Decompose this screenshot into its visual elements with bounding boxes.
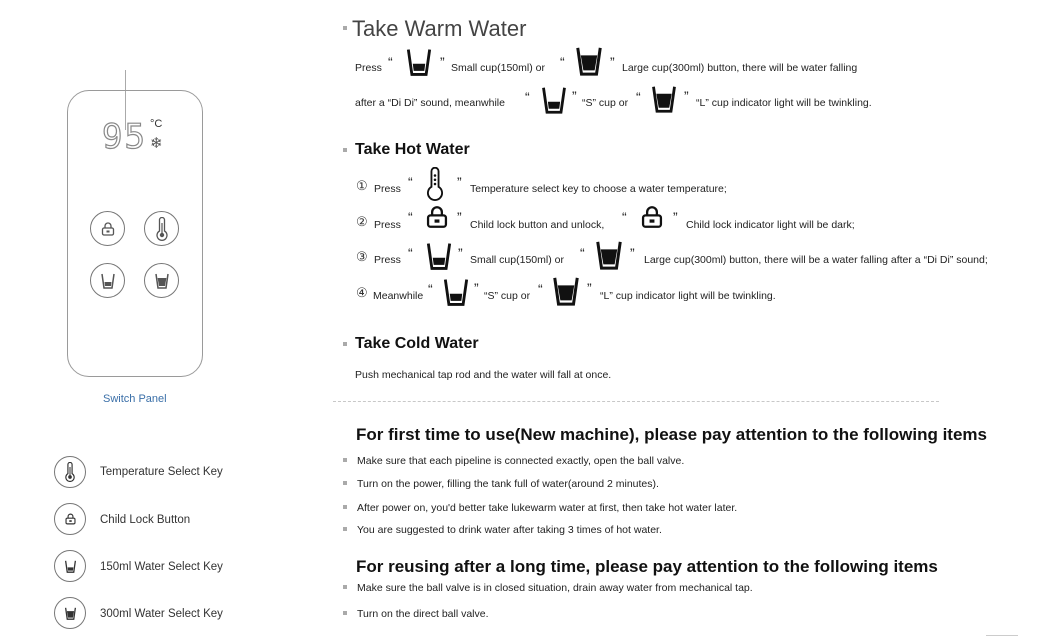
large-cup-button[interactable] <box>144 263 179 298</box>
lock-icon <box>639 205 665 229</box>
first-use-title: For first time to use(New machine), please pay attention to the following items <box>356 425 987 444</box>
warm-title: Take Warm Water <box>352 16 527 41</box>
legend-label: Temperature Select Key <box>100 466 223 478</box>
section-bullet <box>343 148 347 152</box>
large-cup-icon <box>551 274 581 308</box>
hot-text: Child lock button and unlock, <box>470 219 605 231</box>
close-quote: ” <box>684 88 689 104</box>
warm-text: “L” cup indicator light will be twinkling. <box>696 97 872 109</box>
list-bullet <box>343 585 347 589</box>
legend-small-cup-icon <box>54 550 86 582</box>
panel-caption: Switch Panel <box>103 393 167 405</box>
list-bullet <box>343 458 347 462</box>
hot-text: Large cup(300ml) button, there will be a water falling after a “Di Di” sound; <box>644 254 988 266</box>
hot-text: “S” cup or <box>484 290 531 302</box>
large-cup-icon <box>154 272 170 290</box>
lock-icon <box>424 205 450 229</box>
celsius-unit: °C <box>150 118 163 130</box>
close-quote: ” <box>440 54 445 70</box>
close-quote: ” <box>673 209 678 225</box>
cold-title: Take Cold Water <box>355 335 479 352</box>
small-cup-icon <box>64 559 77 574</box>
close-quote: ” <box>630 245 635 261</box>
temperature-select-key[interactable] <box>144 211 179 246</box>
close-quote: ” <box>457 209 462 225</box>
open-quote: “ <box>580 245 585 261</box>
close-quote: ” <box>610 54 615 70</box>
small-cup-icon <box>441 276 471 308</box>
small-cup-button[interactable] <box>90 263 125 298</box>
legend-large-cup-icon <box>54 597 86 629</box>
small-cup-icon <box>100 272 116 290</box>
thermometer-icon <box>425 167 445 201</box>
section-bullet <box>343 342 347 346</box>
list-bullet <box>343 527 347 531</box>
open-quote: “ <box>622 209 627 225</box>
large-cup-icon <box>574 44 604 78</box>
list-item: Turn on the power, filling the tank full of water(around 2 minutes). <box>357 478 659 490</box>
legend-label: 150ml Water Select Key <box>100 561 223 573</box>
small-cup-icon <box>424 240 454 272</box>
warm-text: after a “Di Di” sound, meanwhile <box>355 97 505 109</box>
hot-text: Temperature select key to choose a water temperature; <box>470 183 727 195</box>
page-corner-mark <box>986 635 1018 639</box>
open-quote: “ <box>560 54 565 70</box>
snowflake-icon: ❄ <box>150 135 163 152</box>
thermometer-icon <box>155 217 169 241</box>
close-quote: ” <box>474 280 479 296</box>
hot-text: Child lock indicator light will be dark; <box>686 219 855 231</box>
hot-title: Take Hot Water <box>355 141 470 158</box>
legend-lock-icon <box>54 503 86 535</box>
open-quote: “ <box>388 54 393 70</box>
thermometer-icon <box>64 462 76 482</box>
open-quote: “ <box>408 174 413 190</box>
step-number-4: ④ <box>356 285 368 300</box>
child-lock-button[interactable] <box>90 211 125 246</box>
hot-text: “L” cup indicator light will be twinkling. <box>600 290 776 302</box>
open-quote: “ <box>538 281 543 297</box>
temperature-display: 95 <box>102 117 147 157</box>
hot-text: Small cup(150ml) or <box>470 254 564 266</box>
warm-text: Small cup(150ml) or <box>451 62 545 74</box>
list-item: You are suggested to drink water after taking 3 times of hot water. <box>357 524 662 536</box>
hot-text: Press <box>374 219 401 231</box>
close-quote: ” <box>458 245 463 261</box>
hot-text: Meanwhile <box>373 290 424 302</box>
step-number-2: ② <box>356 214 368 229</box>
lock-icon <box>100 222 116 236</box>
small-cup-icon <box>540 84 568 116</box>
step-number-1: ① <box>356 178 368 193</box>
legend-label: 300ml Water Select Key <box>100 608 223 620</box>
close-quote: ” <box>572 88 577 104</box>
section-divider <box>333 401 939 402</box>
list-item: Turn on the direct ball valve. <box>357 608 489 620</box>
step-number-3: ③ <box>356 249 368 264</box>
list-item: Make sure the ball valve is in closed situation, drain away water from mechanical tap. <box>357 582 753 594</box>
list-bullet <box>343 481 347 485</box>
large-cup-icon <box>594 238 624 272</box>
hot-text: Press <box>374 254 401 266</box>
warm-text: Press <box>355 62 382 74</box>
small-cup-icon <box>404 46 434 78</box>
open-quote: “ <box>408 245 413 261</box>
large-cup-icon <box>650 82 678 116</box>
list-bullet <box>343 505 347 509</box>
close-quote: ” <box>587 280 592 296</box>
list-item: Make sure that each pipeline is connected exactly, open the ball valve. <box>357 455 685 467</box>
lock-icon <box>64 513 77 525</box>
cold-text: Push mechanical tap rod and the water will fall at once. <box>355 369 612 381</box>
close-quote: ” <box>457 174 462 190</box>
legend-label: Child Lock Button <box>100 514 191 526</box>
open-quote: “ <box>636 89 641 105</box>
hot-text: Press <box>374 183 401 195</box>
reuse-title: For reusing after a long time, please pay attention to the following items <box>356 557 938 576</box>
open-quote: “ <box>428 281 433 297</box>
legend-temperature-icon <box>54 456 86 488</box>
large-cup-icon <box>64 606 77 621</box>
warm-text: Large cup(300ml) button, there will be water falling <box>622 62 858 74</box>
list-bullet <box>343 611 347 615</box>
section-bullet <box>343 26 347 30</box>
open-quote: “ <box>525 89 530 105</box>
warm-text: “S” cup or <box>582 97 629 109</box>
open-quote: “ <box>408 209 413 225</box>
list-item: After power on, you'd better take lukewarm water at first, then take hot water later. <box>357 502 738 514</box>
